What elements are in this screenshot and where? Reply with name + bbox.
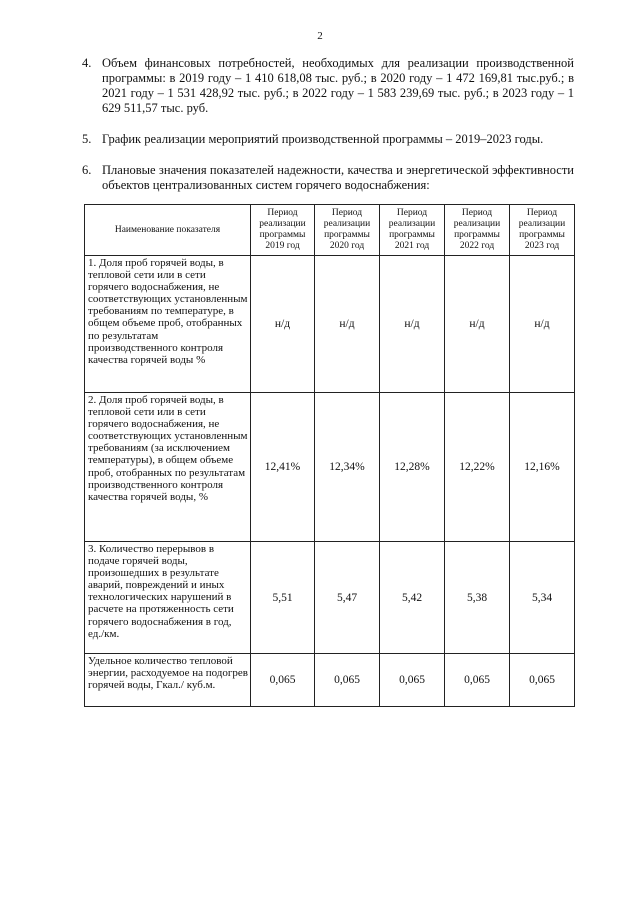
column-header-2019: Период реализации программы 2019 год bbox=[251, 205, 315, 256]
indicator-value: 12,41% bbox=[251, 393, 315, 542]
indicator-value: н/д bbox=[251, 256, 315, 393]
table-row bbox=[85, 256, 575, 393]
indicator-value: 5,51 bbox=[251, 542, 315, 654]
item-text: График реализации мероприятий производственной программы – 2019–2023 годы. bbox=[102, 132, 544, 146]
column-header-2021: Период реализации программы 2021 год bbox=[380, 205, 445, 256]
indicator-name: 2. Доля проб горячей воды, в тепловой сети или в сети горячего водоснабжения, не соответствующих установленным требованиям (за исключением температуры), в общем объеме проб, отобранных по результатам производственного контроля качества горячей воды, % bbox=[85, 393, 251, 542]
indicator-value: 12,28% bbox=[380, 393, 445, 542]
indicators-table bbox=[84, 204, 575, 707]
page-number: 2 bbox=[317, 30, 323, 42]
paragraph-item-4 bbox=[82, 56, 574, 116]
indicator-name: 1. Доля проб горячей воды, в тепловой сети или в сети горячего водоснабжения, не соответствующих установленным требованиям по температуре, в общем объеме проб, отобранных по результатам производственного контроля качества горячей воды % bbox=[85, 256, 251, 393]
indicator-value: 5,38 bbox=[445, 542, 510, 654]
indicator-value: 0,065 bbox=[510, 654, 575, 707]
paragraph-item-6 bbox=[82, 163, 574, 193]
indicator-value: 5,34 bbox=[510, 542, 575, 654]
indicator-value: 0,065 bbox=[380, 654, 445, 707]
table-row bbox=[85, 654, 575, 707]
column-header-2023: Период реализации программы 2023 год bbox=[510, 205, 575, 256]
paragraph-item-5 bbox=[82, 132, 574, 147]
indicator-value: н/д bbox=[315, 256, 380, 393]
table-row bbox=[85, 542, 575, 654]
indicator-value: 0,065 bbox=[445, 654, 510, 707]
indicator-value: 0,065 bbox=[251, 654, 315, 707]
indicator-value: н/д bbox=[380, 256, 445, 393]
indicator-value: н/д bbox=[445, 256, 510, 393]
column-header-2020: Период реализации программы 2020 год bbox=[315, 205, 380, 256]
item-text: Плановые значения показателей надежности, качества и энергетической эффективности объектов централизованных систем горячего водоснабжения: bbox=[102, 163, 574, 192]
indicator-value: 5,47 bbox=[315, 542, 380, 654]
indicator-value: н/д bbox=[510, 256, 575, 393]
column-header-name: Наименование показателя bbox=[85, 205, 251, 256]
item-number: 4. bbox=[82, 56, 92, 70]
indicator-value: 12,22% bbox=[445, 393, 510, 542]
item-text: Объем финансовых потребностей, необходимых для реализации производственной программы: в 2019 году – 1 410 618,08 тыс. руб.; в 2020 году – 1 472 169,81 тыс.руб.; в 2021 году – 1 531 428,92 тыс. руб.; в 2022 году – 1 583 239,69 тыс. руб.; в 2023 году – 1 629 511,57 тыс. руб. bbox=[102, 56, 574, 115]
item-number: 6. bbox=[82, 163, 92, 177]
indicator-value: 5,42 bbox=[380, 542, 445, 654]
indicator-name: 3. Количество перерывов в подаче горячей воды, произошедших в результате аварий, повреждений и иных технологических нарушений в расчете на протяженность сети горячего водоснабжения в год, ед./км. bbox=[85, 542, 251, 654]
column-header-2022: Период реализации программы 2022 год bbox=[445, 205, 510, 256]
table-header-row bbox=[85, 205, 575, 256]
indicator-name: Удельное количество тепловой энергии, расходуемое на подогрев горячей воды, Гкал./ куб.м. bbox=[85, 654, 251, 707]
indicator-value: 0,065 bbox=[315, 654, 380, 707]
indicator-value: 12,34% bbox=[315, 393, 380, 542]
item-number: 5. bbox=[82, 132, 92, 146]
table-row bbox=[85, 393, 575, 542]
indicator-value: 12,16% bbox=[510, 393, 575, 542]
